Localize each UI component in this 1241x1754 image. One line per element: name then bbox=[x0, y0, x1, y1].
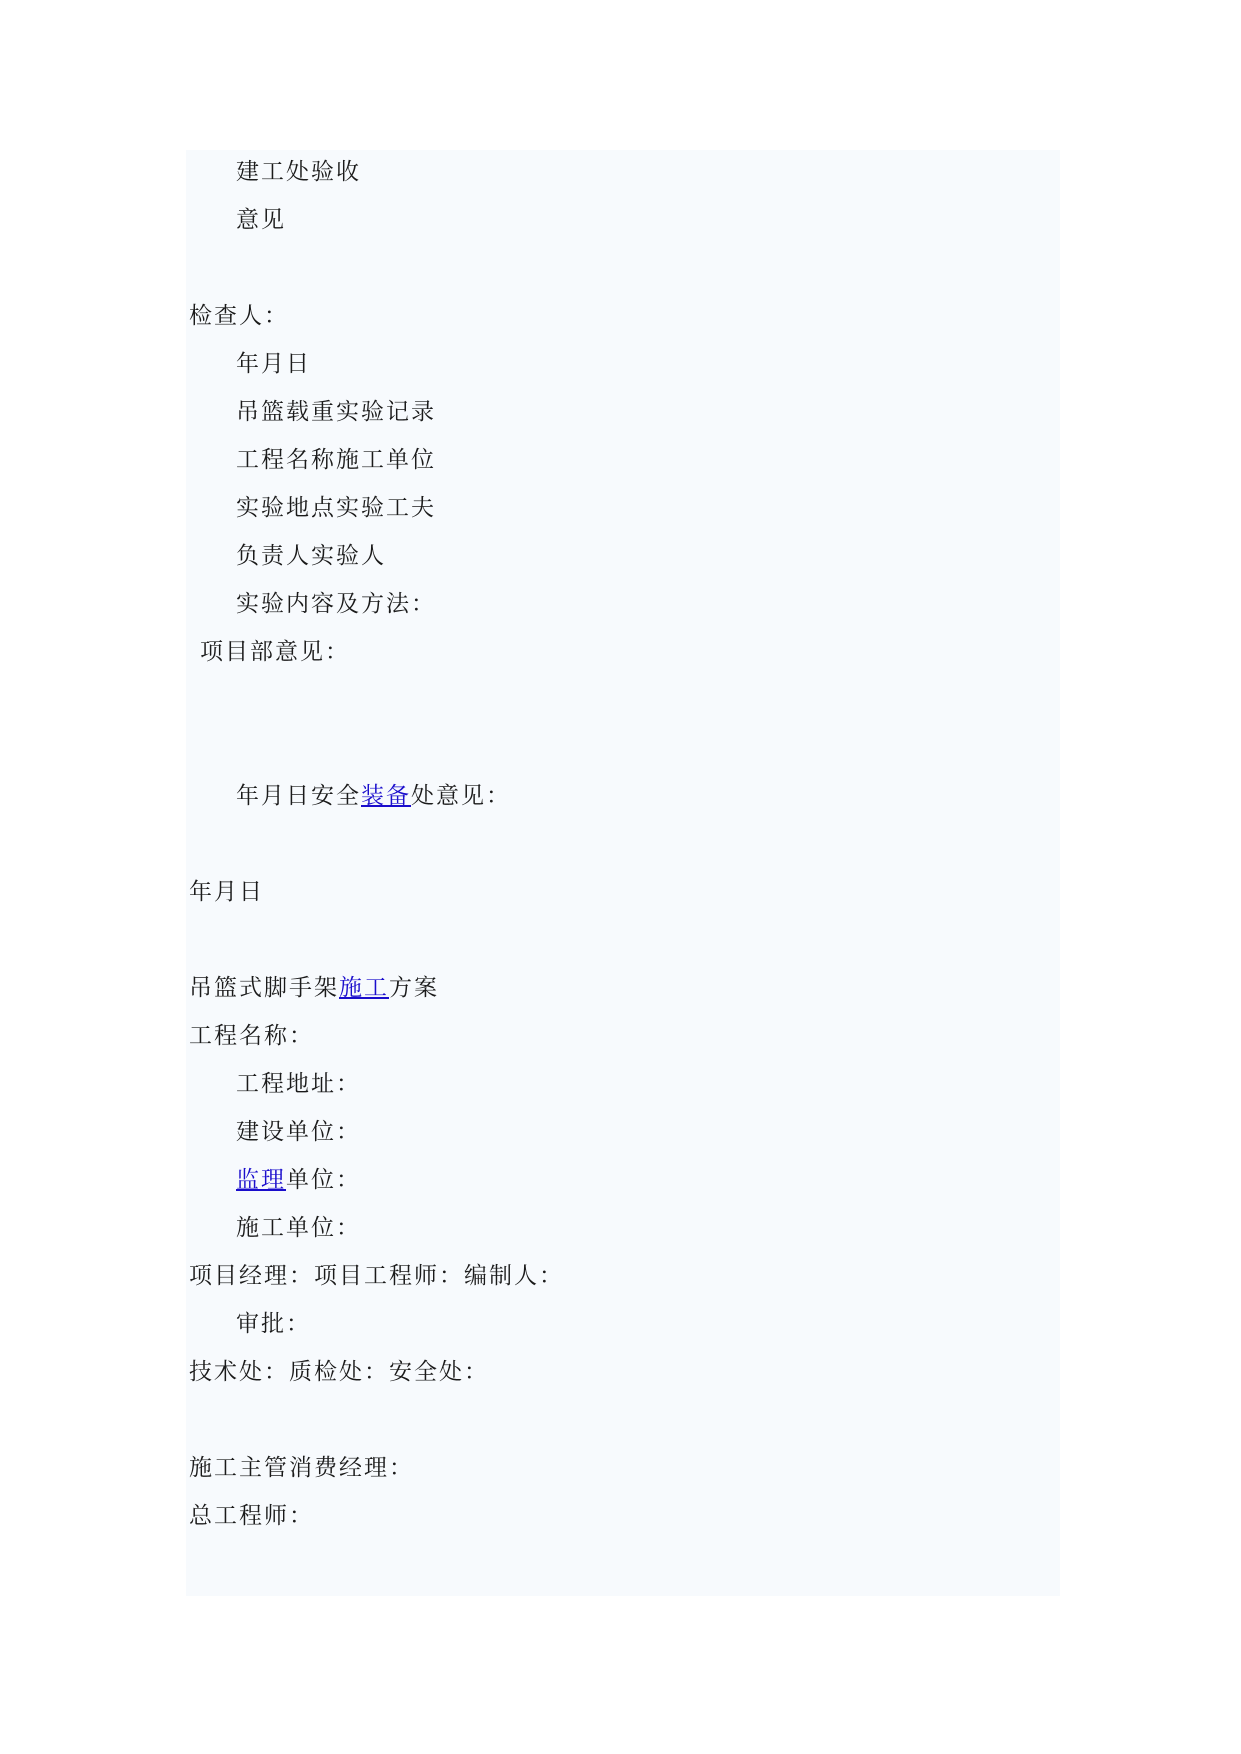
text-segment: 施工主管消费经理： bbox=[189, 1455, 414, 1481]
equipment-link[interactable]: 装备 bbox=[361, 783, 411, 809]
text-line bbox=[236, 589, 436, 619]
text-line bbox=[236, 781, 511, 811]
text-line bbox=[189, 1021, 314, 1051]
text-line bbox=[189, 973, 439, 1003]
text-line bbox=[236, 1117, 361, 1147]
text-line bbox=[236, 493, 436, 523]
text-line bbox=[236, 349, 311, 379]
text-segment: 实验地点实验工夫 bbox=[236, 495, 436, 521]
text-segment: 年月日安全 bbox=[236, 783, 361, 809]
text-line bbox=[236, 541, 386, 571]
text-line bbox=[200, 637, 350, 667]
text-segment: 工程名称： bbox=[189, 1023, 314, 1049]
text-segment: 意见 bbox=[236, 207, 286, 233]
text-segment: 技术处：质检处：安全处： bbox=[189, 1359, 489, 1385]
text-line bbox=[189, 1261, 564, 1291]
supervision-link[interactable]: 监理 bbox=[236, 1167, 286, 1193]
text-segment: 建设单位： bbox=[236, 1119, 361, 1145]
construction-link[interactable]: 施工 bbox=[339, 975, 389, 1001]
text-segment: 建工处验收 bbox=[236, 159, 361, 185]
text-segment: 负责人实验人 bbox=[236, 543, 386, 569]
text-line bbox=[236, 397, 436, 427]
text-segment: 审批： bbox=[236, 1311, 311, 1337]
text-line bbox=[236, 1309, 311, 1339]
text-line bbox=[189, 1453, 414, 1483]
text-segment: 吊篮式脚手架 bbox=[189, 975, 339, 1001]
text-segment: 项目经理：项目工程师：编制人： bbox=[189, 1263, 564, 1289]
text-segment: 年月日 bbox=[236, 351, 311, 377]
text-line bbox=[236, 445, 436, 475]
text-segment: 吊篮载重实验记录 bbox=[236, 399, 436, 425]
text-segment: 项目部意见： bbox=[200, 639, 350, 665]
text-segment: 工程地址： bbox=[236, 1071, 361, 1097]
text-segment: 施工单位： bbox=[236, 1215, 361, 1241]
text-segment: 检查人： bbox=[189, 303, 289, 329]
text-line bbox=[189, 1501, 314, 1531]
text-segment: 处意见： bbox=[411, 783, 511, 809]
text-segment: 方案 bbox=[389, 975, 439, 1001]
text-line bbox=[189, 301, 289, 331]
text-line bbox=[236, 157, 361, 187]
text-line bbox=[236, 205, 286, 235]
text-segment: 工程名称施工单位 bbox=[236, 447, 436, 473]
text-segment: 总工程师： bbox=[189, 1503, 314, 1529]
text-line bbox=[236, 1165, 361, 1195]
text-line bbox=[236, 1069, 361, 1099]
text-segment: 实验内容及方法： bbox=[236, 591, 436, 617]
text-segment: 单位： bbox=[286, 1167, 361, 1193]
text-segment: 年月日 bbox=[189, 879, 264, 905]
text-line bbox=[189, 1357, 489, 1387]
text-line bbox=[236, 1213, 361, 1243]
text-line bbox=[189, 877, 264, 907]
